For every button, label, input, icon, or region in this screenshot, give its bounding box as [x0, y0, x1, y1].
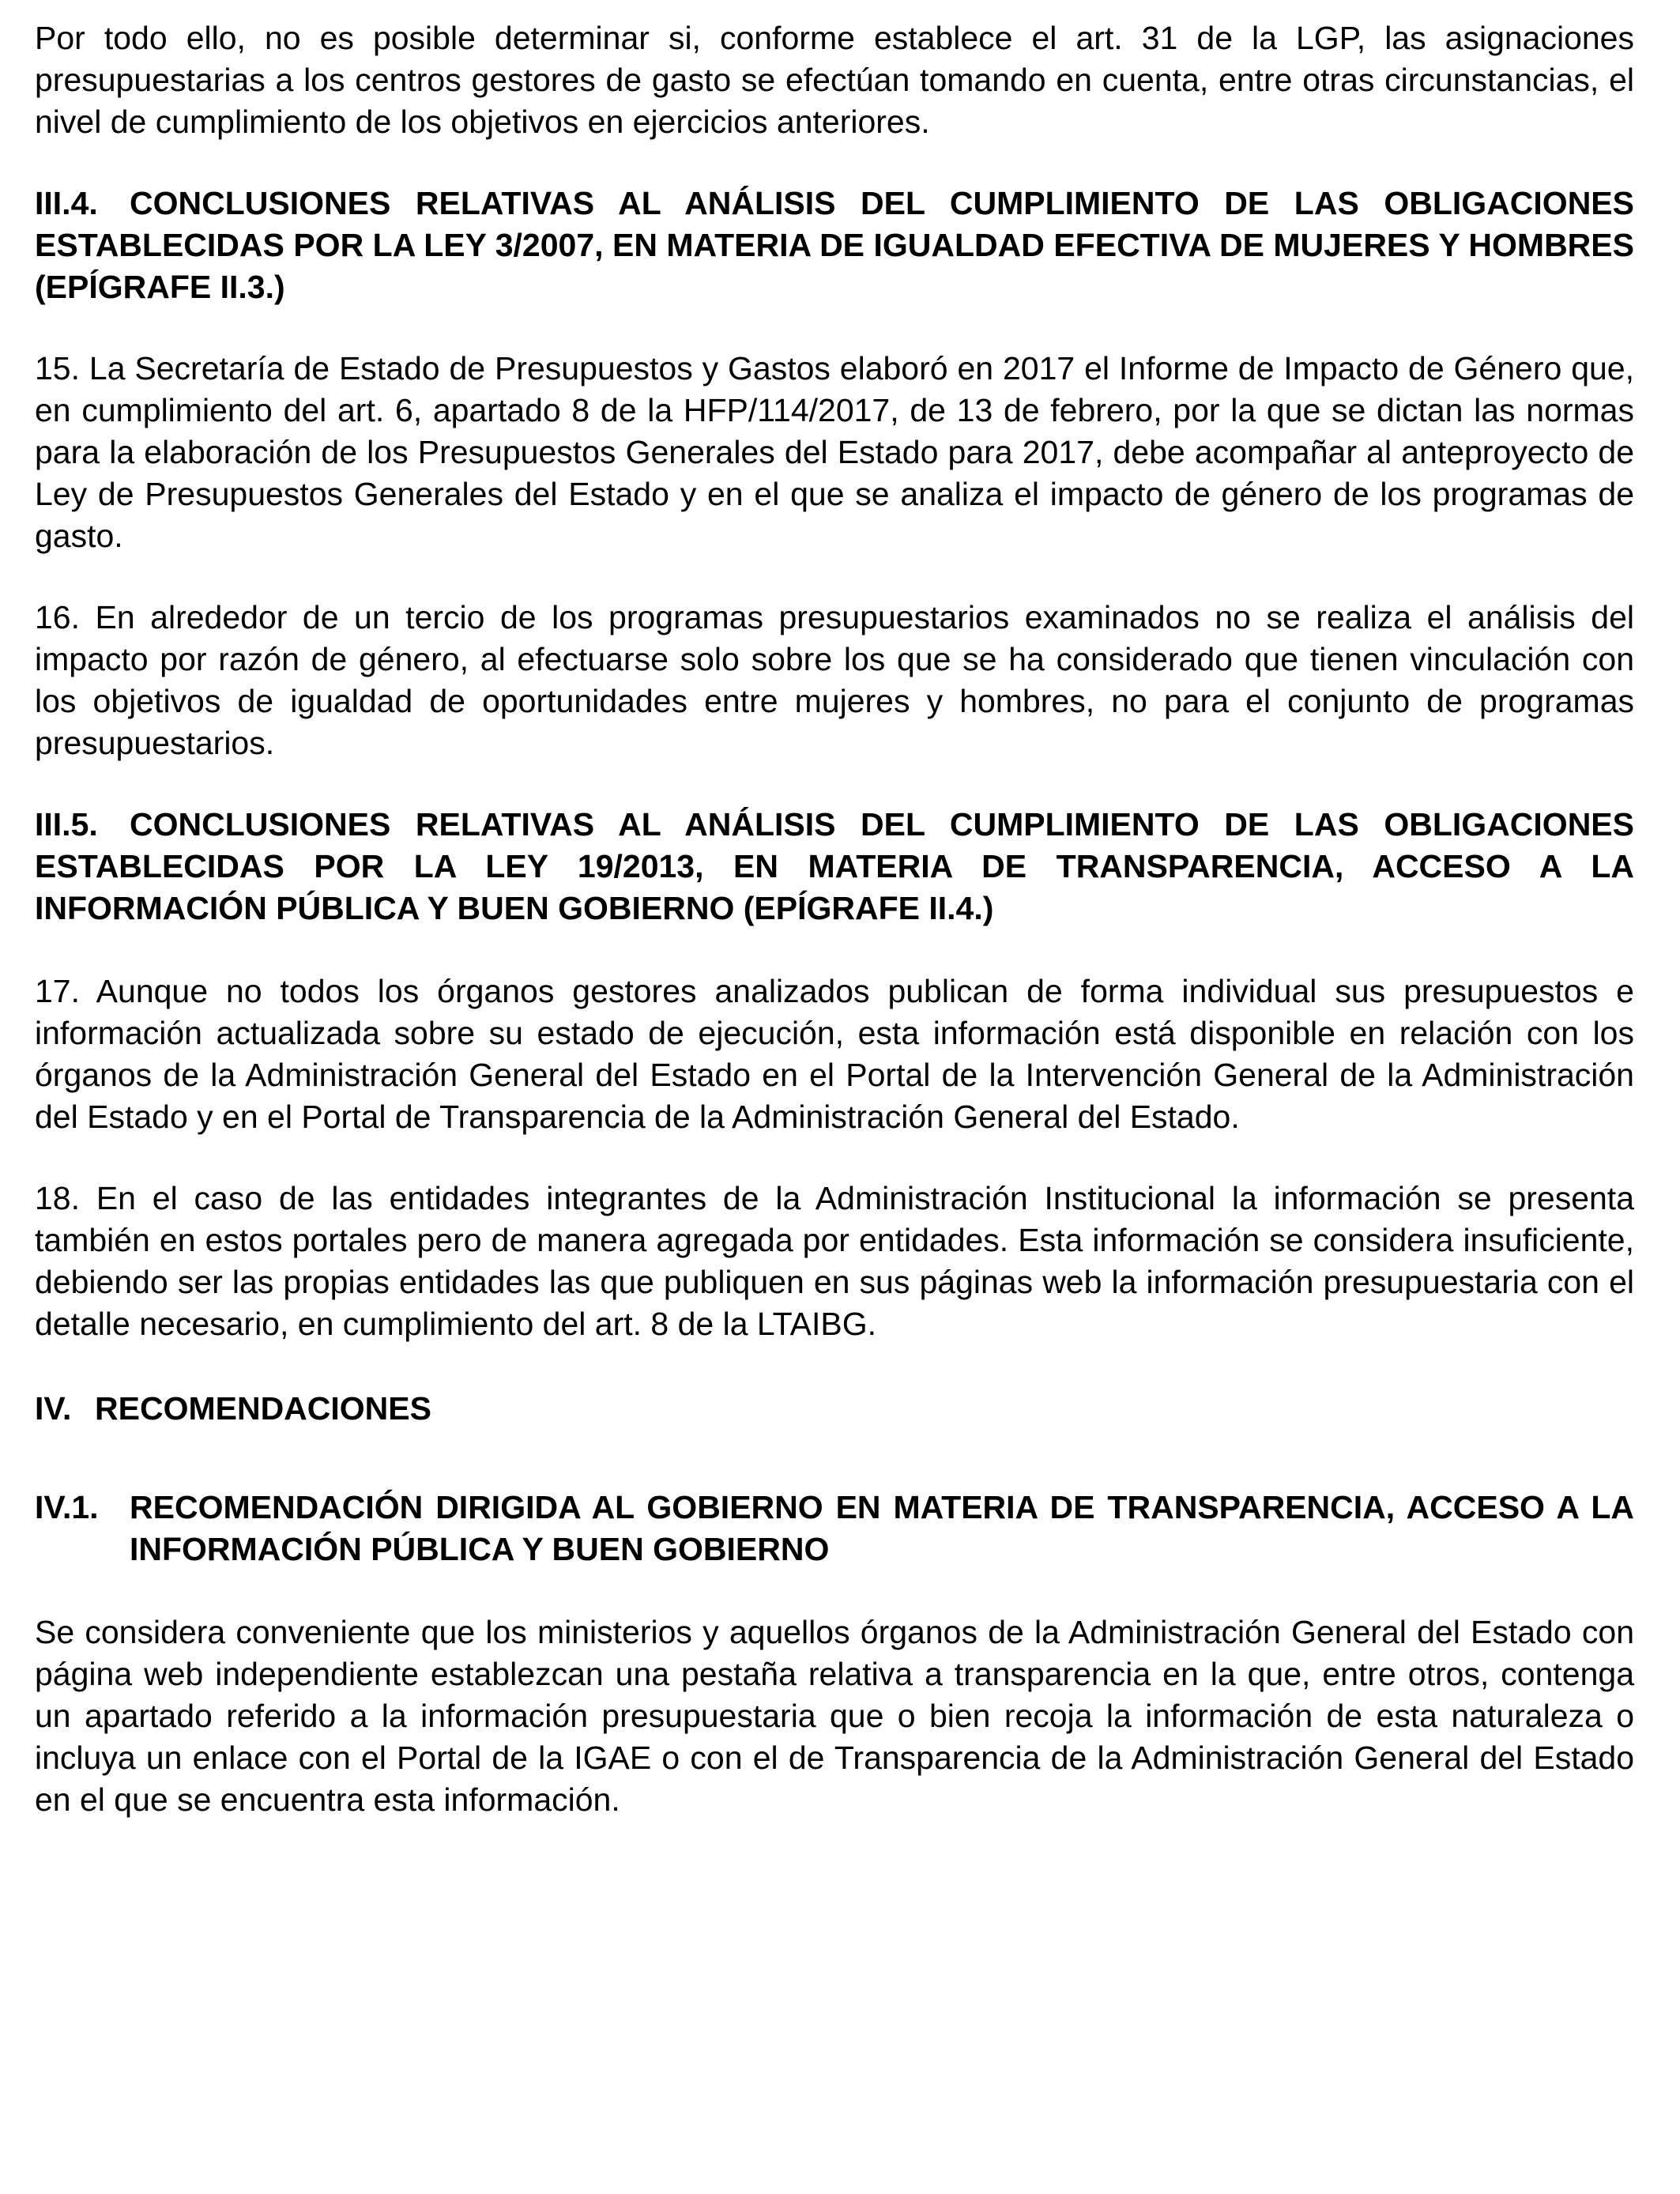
document-page	[35, 17, 1634, 1821]
section-number: III.5.	[35, 806, 98, 843]
paragraph-intro: Por todo ello, no es posible determinar si, conforme establece el art. 31 de la LGP, las asignaciones presupuestarias a los centros gestores de gasto se efectúan tomando en cuenta, entre otras circunstancias, el nivel de cumplimiento de los objetivos en ejercicios anteriores.	[35, 20, 1634, 140]
section-title: CONCLUSIONES RELATIVAS AL ANÁLISIS DEL CUMPLIMIENTO DE LAS OBLIGACIONES ESTABLECIDAS POR LA LEY 3/2007, EN MATERIA DE IGUALDAD EFECTIVA DE MUJERES Y HOMBRES (EPÍGRAFE II.3.)	[35, 185, 1634, 305]
paragraph-15: 15. La Secretaría de Estado de Presupuestos y Gastos elaboró en 2017 el Informe de Impacto de Género que, en cumplimiento del art. 6, apartado 8 de la HFP/114/2017, de 13 de febrero, por la que se dictan las normas para la elaboración de los Presupuestos Generales del Estado para 2017, debe acompañar al anteproyecto de Ley de Presupuestos Generales del Estado y en el que se analiza el impacto de género de los programas de gasto.	[35, 350, 1634, 554]
paragraph-18: 18. En el caso de las entidades integrantes de la Administración Institucional la información se presenta también en estos portales pero de manera agregada por entidades. Esta información se considera insuficiente, debiendo ser las propias entidades las que publiquen en sus páginas web la información presupuestaria con el detalle necesario, en cumplimiento del art. 8 de la LTAIBG.	[35, 1180, 1634, 1342]
section-title: CONCLUSIONES RELATIVAS AL ANÁLISIS DEL CUMPLIMIENTO DE LAS OBLIGACIONES ESTABLECIDAS POR LA LEY 19/2013, EN MATERIA DE TRANSPARENCIA, ACCESO A LA INFORMACIÓN PÚBLICA Y BUEN GOBIERNO (EPÍGRAFE II.4.)	[35, 806, 1634, 926]
section-heading-iv-1	[35, 1487, 1634, 1570]
section-heading-iii-4	[35, 183, 1634, 308]
section-title: RECOMENDACIONES	[95, 1390, 431, 1427]
section-heading-iii-5	[35, 804, 1634, 929]
section-heading-iv	[35, 1388, 1634, 1430]
paragraph-16: 16. En alrededor de un tercio de los programas presupuestarios examinados no se realiza el análisis del impacto por razón de género, al efectuarse solo sobre los que se ha considerado que tienen vinculación con los objetivos de igualdad de oportunidades entre mujeres y hombres, no para el conjunto de programas presupuestarios.	[35, 599, 1634, 761]
section-number: III.4.	[35, 185, 98, 221]
section-title: RECOMENDACIÓN DIRIGIDA AL GOBIERNO EN MATERIA DE TRANSPARENCIA, ACCESO A LA INFORMACIÓN PÚBLICA Y BUEN GOBIERNO	[130, 1489, 1634, 1567]
paragraph-17: 17. Aunque no todos los órganos gestores analizados publican de forma individual sus presupuestos e información actualizada sobre su estado de ejecución, esta información está disponible en relación con los órganos de la Administración General del Estado en el Portal de la Intervención General de la Administración del Estado y en el Portal de Transparencia de la Administración General del Estado.	[35, 973, 1634, 1135]
paragraph-recommendation: Se considera conveniente que los ministerios y aquellos órganos de la Administración General del Estado con página web independiente establezcan una pestaña relativa a transparencia en la que, entre otros, contenga un apartado referido a la información presupuestaria que o bien recoja la información de esta naturaleza o incluya un enlace con el Portal de la IGAE o con el de Transparencia de la Administración General del Estado en el que se encuentra esta información.	[35, 1614, 1634, 1818]
section-number: IV.	[35, 1390, 72, 1427]
section-number: IV.1.	[35, 1489, 99, 1525]
